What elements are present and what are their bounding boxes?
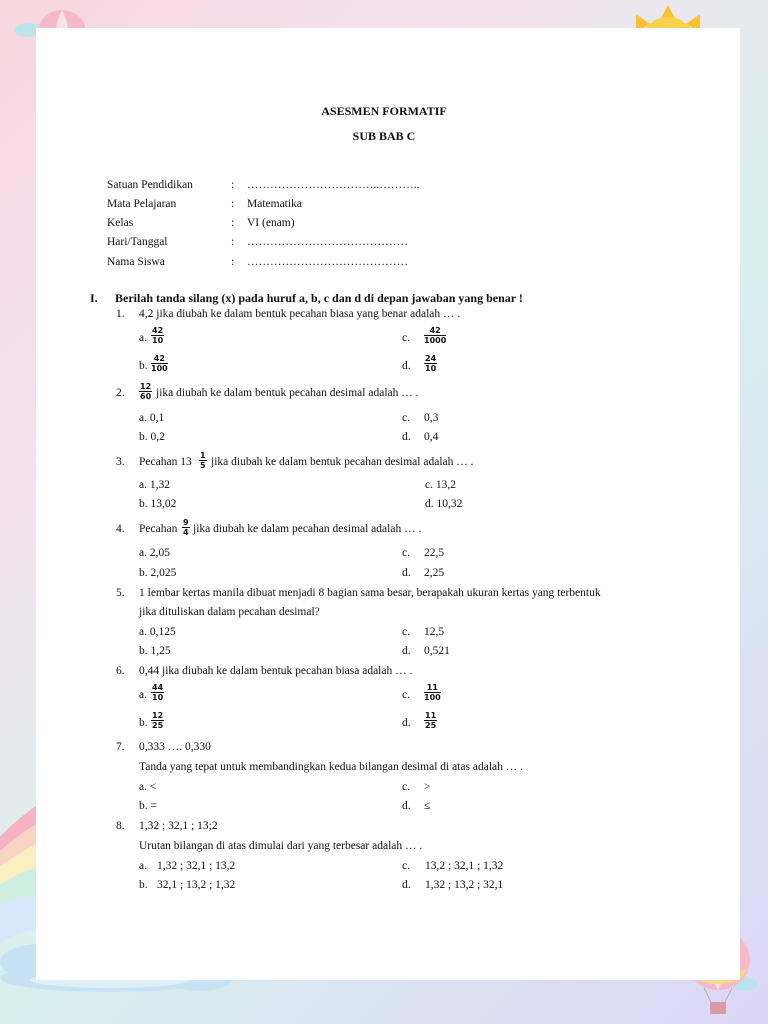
option-letter: c. [402,547,410,559]
identity-label: Nama Siswa [107,256,165,268]
identity-label: Satuan Pendidikan [107,179,193,191]
option-a: a. 0,1 [139,412,165,424]
option-c: > [424,781,431,793]
option-letter: d. [402,645,411,657]
option-d: 1,32 ; 13,2 ; 32,1 [425,879,504,891]
option-c: 0,3 [424,412,439,424]
option-fraction: 12 25 [152,711,164,730]
question-fraction: 12 60 [140,382,152,401]
option-letter: b. [139,717,148,729]
option-b: b. 2,025 [139,567,177,579]
identity-label: Mata Pelajaran [107,198,177,210]
option-letter: c. [402,689,410,701]
option-letter: c. [402,626,410,638]
option-letter: a. [139,860,147,872]
question-text: jika diubah ke dalam pecahan desimal adalah … . [193,523,422,535]
identity-value: …………………………………… [247,236,408,248]
option-fraction: 11 25 [425,711,437,730]
question-number: 7. [116,741,125,753]
option-a: a. 0,125 [139,626,176,638]
option-letter: b. [139,360,148,372]
option-letter: d. [402,431,411,443]
option-d: 0,521 [424,645,450,657]
question-text: 1,32 ; 32,1 ; 13;2 [139,820,218,832]
option-b: b. = [139,800,157,812]
question-text-prefix: Pecahan 13 [139,456,192,468]
question-number: 8. [116,820,125,832]
question-text: 0,44 jika diubah ke dalam bentuk pecahan biasa adalah … . [139,665,413,677]
identity-separator: : [231,236,235,248]
section-instruction: Berilah tanda silang (x) pada huruf a, b, c dan d di depan jawaban yang benar ! [115,291,523,305]
option-a: 1,32 ; 32,1 ; 13,2 [157,860,236,872]
option-d: 2,25 [424,567,445,579]
question-text: jika diubah ke dalam bentuk pecahan desimal adalah … . [211,456,474,468]
question-text-line2: jika dituliskan dalam pecahan desimal? [139,606,320,618]
option-letter: d. [402,800,411,812]
page-title: ASESMEN FORMATIF [321,104,447,118]
option-fraction: 42 1000 [424,326,447,345]
option-fraction: 42 10 [152,326,164,345]
identity-label: Hari/Tanggal [107,236,168,248]
option-fraction: 24 10 [425,354,437,373]
identity-value: VI (enam) [247,217,295,229]
option-b: b. 1,25 [139,645,171,657]
question-text-line2: Urutan bilangan di atas dimulai dari yang terbesar adalah … . [139,840,423,852]
option-c: 22,5 [424,547,445,559]
option-b: b. 13,02 [139,498,177,510]
option-letter: c. [402,860,410,872]
option-letter: d. [402,567,411,579]
option-letter: d. [402,360,411,372]
identity-value: Matematika [247,198,302,210]
option-letter: c. [402,781,410,793]
question-text: jika diubah ke dalam bentuk pecahan desimal adalah … . [156,387,419,399]
question-text: 0,333 …. 0,330 [139,741,211,753]
question-text-line2: Tanda yang tepat untuk membandingkan kedua bilangan desimal di atas adalah … . [139,761,524,773]
option-d: d. 10,32 [425,498,463,510]
option-letter: c. [402,412,410,424]
option-a: a. 1,32 [139,479,170,491]
identity-separator: : [231,256,235,268]
question-number: 1. [116,308,125,320]
option-a: a. 2,05 [139,547,170,559]
identity-separator: : [231,179,235,191]
option-letter: d. [402,879,411,891]
question-text: 4,2 jika diubah ke dalam bentuk pecahan biasa yang benar adalah … . [139,308,461,320]
identity-value: …………………………………… [247,256,408,268]
question-number: 5. [116,587,125,599]
question-text-prefix: Pecahan [139,523,178,535]
question-number: 6. [116,665,125,677]
option-letter: b. [139,879,148,891]
option-fraction: 44 10 [152,683,164,702]
option-c: c. 13,2 [425,479,456,491]
identity-value: ……………………………..……….. [247,179,420,191]
option-b: b. 0,2 [139,431,165,443]
section-number: I. [90,291,98,305]
question-number: 3. [116,456,125,468]
question-text: 1 lembar kertas manila dibuat menjadi 8 bagian sama besar, berapakah ukuran kertas yang terbentuk [139,587,601,599]
identity-label: Kelas [107,217,134,229]
option-a: a. < [139,781,157,793]
page-subtitle: SUB BAB C [352,129,416,143]
option-fraction: 42 100 [151,354,168,373]
identity-separator: : [231,198,235,210]
identity-separator: : [231,217,235,229]
option-fraction: 11 100 [424,683,441,702]
option-letter: c. [402,332,410,344]
question-number: 4. [116,523,125,535]
option-c: 12,5 [424,626,445,638]
question-number: 2. [116,387,125,399]
option-d: 0,4 [424,431,439,443]
option-b: 32,1 ; 13,2 ; 1,32 [157,879,236,891]
question-fraction: 9 4 [183,518,189,537]
question-fraction: 1 5 [200,451,206,470]
option-letter: a. [139,332,147,344]
option-letter: d. [402,717,411,729]
option-letter: a. [139,689,147,701]
option-c: 13,2 ; 32,1 ; 1,32 [425,860,504,872]
option-d: ≤ [424,800,431,812]
